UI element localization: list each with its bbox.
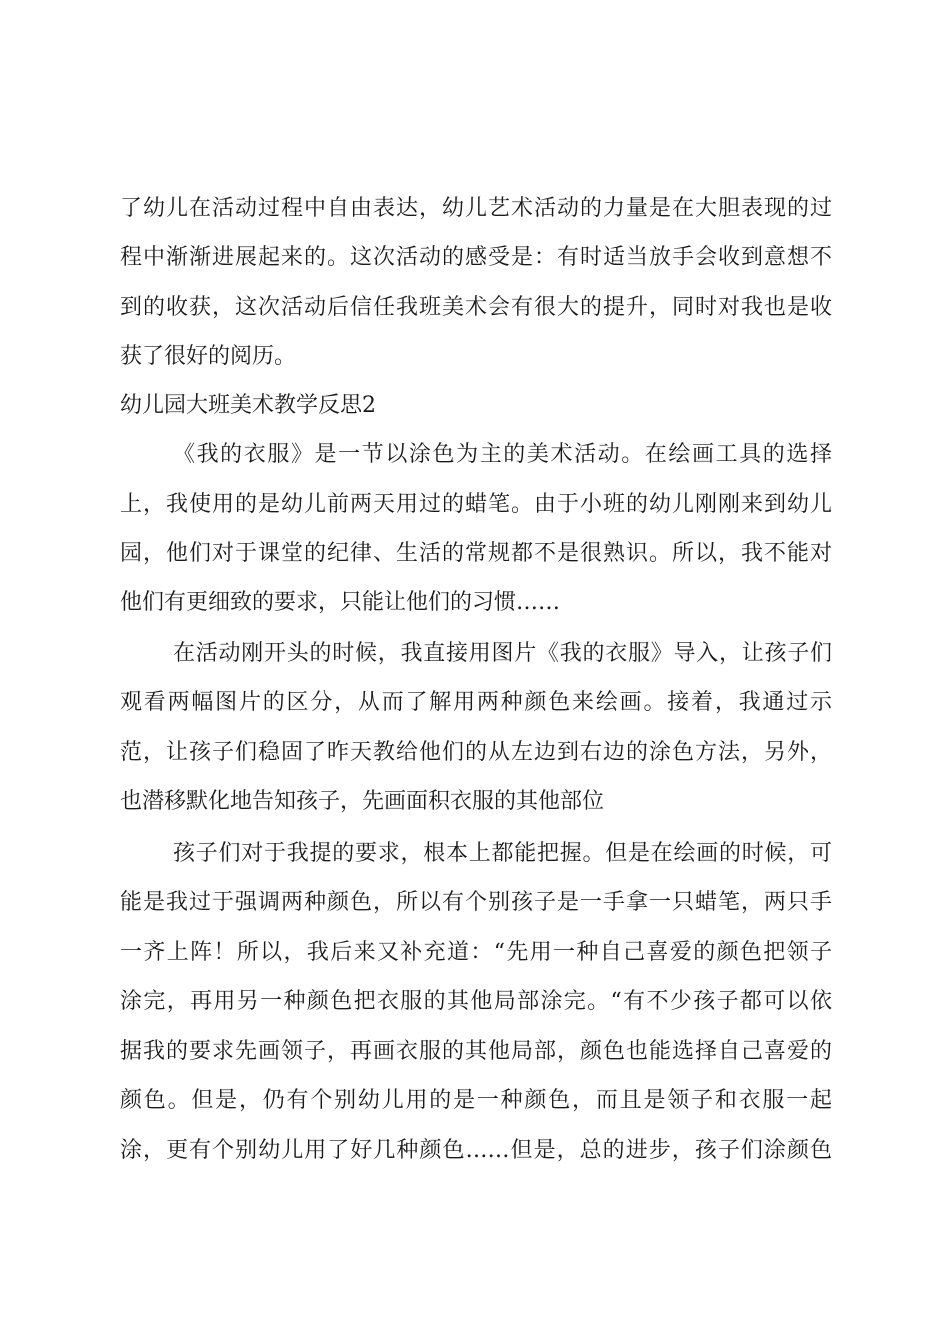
text-line: 了幼儿在活动过程中自由表达，幼儿艺术活动的力量是在大胆表现的过 [120,196,832,221]
text-line: 他们有更细致的要求，只能让他们的习惯…… [120,590,561,615]
text-line: 也潜移默化地告知孩子，先画面积衣服的其他部位 [120,789,605,814]
text-line: 《我的衣服》是一节以涂色为主的美术活动。在绘画工具的选择 [173,442,832,467]
text-line: 到的收获，这次活动后信任我班美术会有很大的提升，同时对我也是收 [120,295,832,320]
text-line: 据我的要求先画领子，再画衣服的其他局部，颜色也能选择自己喜爱的 [120,1039,832,1064]
text-line: 能是我过于强调两种颜色，所以有个别孩子是一手拿一只蜡笔，两只手 [120,890,832,915]
text-line: 颜色。但是，仍有个别幼儿用的是一种颜色，而且是领子和衣服一起 [120,1088,832,1113]
text-line: 园，他们对于课堂的纪律、生活的常规都不是很熟识。所以，我不能对 [120,541,832,566]
text-line: 一齐上阵！所以，我后来又补充道：“先用一种自己喜爱的颜色把领子 [120,940,832,965]
text-line: 程中渐渐进展起来的。这次活动的感受是：有时适当放手会收到意想不 [120,245,832,270]
text-line: 上，我使用的是幼儿前两天用过的蜡笔。由于小班的幼儿刚刚来到幼儿 [120,492,832,517]
text-line: 在活动刚开头的时候，我直接用图片《我的衣服》导入，让孩子们 [173,641,832,666]
text-line: 涂，更有个别幼儿用了好几种颜色……但是，总的进步，孩子们涂颜色 [120,1138,832,1163]
text-line: 孩子们对于我提的要求，根本上都能把握。但是在绘画的时候，可 [173,841,832,866]
section-heading: 幼儿园大班美术教学反思2 [120,393,376,418]
text-line: 获了很好的阅历。 [120,344,297,369]
text-line: 范，让孩子们稳固了昨天教给他们的从左边到右边的涂色方法，另外， [120,740,832,765]
text-line: 涂完，再用另一种颜色把衣服的其他局部涂完。“有不少孩子都可以依 [120,989,832,1014]
text-line: 观看两幅图片的区分，从而了解用两种颜色来绘画。接着，我通过示 [120,690,832,715]
